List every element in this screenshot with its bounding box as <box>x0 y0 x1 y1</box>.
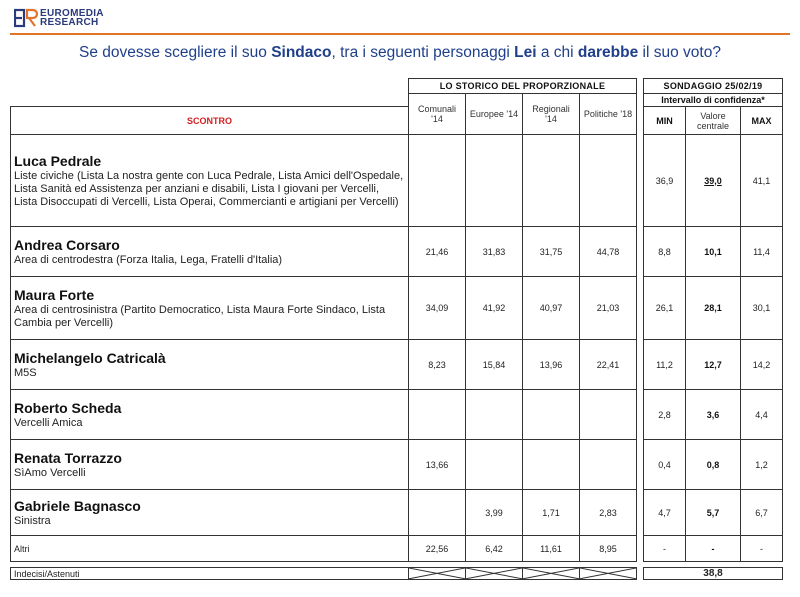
gap <box>637 440 644 490</box>
header-scontro: SCONTRO <box>11 107 409 135</box>
gap <box>637 536 644 562</box>
candidate-desc: Area di centrodestra (Forza Italia, Lega, Fratelli d'Italia) <box>14 253 283 266</box>
candidate-desc: Area di centrosinistra (Partito Democratico, Lista Maura Forte Sindaco, Lista Cambia per Vercelli) <box>14 303 386 329</box>
question-part: il suo voto? <box>638 44 721 61</box>
gap <box>637 107 644 135</box>
candidate-name: Andrea Corsaro <box>14 236 120 253</box>
header-spacer <box>11 79 409 107</box>
value-min: - <box>644 536 686 562</box>
value-max: 14,2 <box>741 340 783 390</box>
value-min: 8,8 <box>644 227 686 277</box>
candidate-desc: Vercelli Amica <box>14 416 83 429</box>
value-regionali: 11,61 <box>523 536 580 562</box>
question-part: Se dovesse scegliere il suo <box>79 44 272 61</box>
candidate-name: Maura Forte <box>14 286 95 303</box>
candidate-cell <box>11 227 409 277</box>
altri-label: Altri <box>11 536 409 562</box>
value-comunali: 34,09 <box>409 277 466 340</box>
candidate-cell <box>11 135 409 227</box>
question-bold: darebbe <box>577 44 639 61</box>
indecisi-value: 38,8 <box>644 568 783 580</box>
value-min: 11,2 <box>644 340 686 390</box>
value-comunali: 21,46 <box>409 227 466 277</box>
crossed-cell-icon <box>580 568 637 580</box>
value-europee: 15,84 <box>466 340 523 390</box>
table-row <box>11 277 783 340</box>
value-regionali <box>523 135 580 227</box>
table-row <box>11 135 783 227</box>
value-min: 26,1 <box>644 277 686 340</box>
question-part: a chi <box>536 44 578 61</box>
indecisi-label: Indecisi/Astenuti <box>11 568 409 580</box>
gap <box>637 568 644 580</box>
candidate-desc: M5S <box>14 366 37 379</box>
value-comunali: 13,66 <box>409 440 466 490</box>
candidate-desc: Sinistra <box>14 514 51 527</box>
question-part: , tra i seguenti personaggi <box>331 44 515 61</box>
value-regionali: 1,71 <box>523 490 580 536</box>
crossed-cell-icon <box>523 568 580 580</box>
value-central: 3,6 <box>686 390 741 440</box>
gap <box>637 490 644 536</box>
value-central: 0,8 <box>686 440 741 490</box>
candidate-desc: SìAmo Vercelli <box>14 466 86 479</box>
value-politiche <box>580 390 637 440</box>
gap <box>637 277 644 340</box>
value-max: 6,7 <box>741 490 783 536</box>
header-max: MAX <box>741 107 783 135</box>
candidate-name: Gabriele Bagnasco <box>14 497 141 514</box>
question-bold: Lei <box>514 44 537 61</box>
value-politiche <box>580 135 637 227</box>
value-max: 1,2 <box>741 440 783 490</box>
header-politiche: Politiche '18 <box>580 94 637 135</box>
candidate-name: Luca Pedrale <box>14 152 102 169</box>
value-regionali <box>523 440 580 490</box>
value-max: 41,1 <box>741 135 783 227</box>
value-max: 11,4 <box>741 227 783 277</box>
value-central <box>686 135 741 227</box>
value-central-text: 39,0 <box>704 175 722 186</box>
value-central: - <box>686 536 741 562</box>
value-max: 30,1 <box>741 277 783 340</box>
value-politiche: 44,78 <box>580 227 637 277</box>
value-politiche: 8,95 <box>580 536 637 562</box>
value-max: - <box>741 536 783 562</box>
value-europee: 3,99 <box>466 490 523 536</box>
value-europee: 6,42 <box>466 536 523 562</box>
table-row <box>11 440 783 490</box>
header-rule <box>10 33 790 35</box>
value-central: 10,1 <box>686 227 741 277</box>
gap <box>637 79 644 94</box>
results-table <box>10 78 783 580</box>
header-min: MIN <box>644 107 686 135</box>
candidate-cell <box>11 277 409 340</box>
crossed-cell-icon <box>409 568 466 580</box>
candidate-desc: Liste civiche (Lista La nostra gente con Luca Pedrale, Lista Amici dell'Ospedale, Lista Sanità ed Assistenza per anziani e disabili, Lista I giovani per Vercelli, Lista Disoccupati di Vercelli, Lista Operai, Commercianti e artigiani per Vercelli) <box>14 169 404 208</box>
candidate-cell <box>11 490 409 536</box>
value-comunali <box>409 135 466 227</box>
value-europee <box>466 135 523 227</box>
candidate-cell <box>11 390 409 440</box>
header-central: Valore centrale <box>686 107 741 135</box>
value-europee <box>466 390 523 440</box>
header-regionali: Regionali '14 <box>523 94 580 135</box>
header-europee: Europee '14 <box>466 94 523 135</box>
question-bold: Sindaco <box>271 44 332 61</box>
table-row-altri <box>11 536 783 562</box>
value-max: 4,4 <box>741 390 783 440</box>
candidate-name: Roberto Scheda <box>14 399 122 416</box>
candidate-name: Michelangelo Catricalà <box>14 349 166 366</box>
table-row <box>11 490 783 536</box>
value-min: 0,4 <box>644 440 686 490</box>
value-politiche <box>580 440 637 490</box>
value-comunali: 22,56 <box>409 536 466 562</box>
value-europee: 31,83 <box>466 227 523 277</box>
value-central: 28,1 <box>686 277 741 340</box>
question-title <box>0 44 800 62</box>
gap <box>637 135 644 227</box>
value-central: 12,7 <box>686 340 741 390</box>
value-comunali <box>409 490 466 536</box>
header-comunali: Comunali '14 <box>409 94 466 135</box>
candidate-cell <box>11 440 409 490</box>
value-regionali: 40,97 <box>523 277 580 340</box>
header-storico: LO STORICO DEL PROPORZIONALE <box>409 79 637 94</box>
table-row-indecisi <box>11 568 783 580</box>
gap <box>637 94 644 107</box>
value-comunali <box>409 390 466 440</box>
logo <box>14 6 104 30</box>
value-regionali <box>523 390 580 440</box>
value-comunali: 8,23 <box>409 340 466 390</box>
value-politiche: 22,41 <box>580 340 637 390</box>
value-regionali: 31,75 <box>523 227 580 277</box>
value-politiche: 2,83 <box>580 490 637 536</box>
value-central: 5,7 <box>686 490 741 536</box>
value-min: 36,9 <box>644 135 686 227</box>
value-europee <box>466 440 523 490</box>
table-row <box>11 340 783 390</box>
crossed-cell-icon <box>466 568 523 580</box>
gap <box>637 340 644 390</box>
logo-line-1: EUROMEDIA <box>40 8 104 19</box>
gap <box>637 390 644 440</box>
value-europee: 41,92 <box>466 277 523 340</box>
value-min: 4,7 <box>644 490 686 536</box>
value-politiche: 21,03 <box>580 277 637 340</box>
value-min: 2,8 <box>644 390 686 440</box>
table-row <box>11 227 783 277</box>
value-regionali: 13,96 <box>523 340 580 390</box>
candidate-name: Renata Torrazzo <box>14 449 122 466</box>
header-intervallo: Intervallo di confidenza* <box>644 94 783 107</box>
logo-mark-icon <box>14 8 38 28</box>
gap <box>637 227 644 277</box>
table-row <box>11 390 783 440</box>
header-sondaggio: SONDAGGIO 25/02/19 <box>644 79 783 94</box>
candidate-cell <box>11 340 409 390</box>
logo-line-2: RESEARCH <box>40 17 99 28</box>
